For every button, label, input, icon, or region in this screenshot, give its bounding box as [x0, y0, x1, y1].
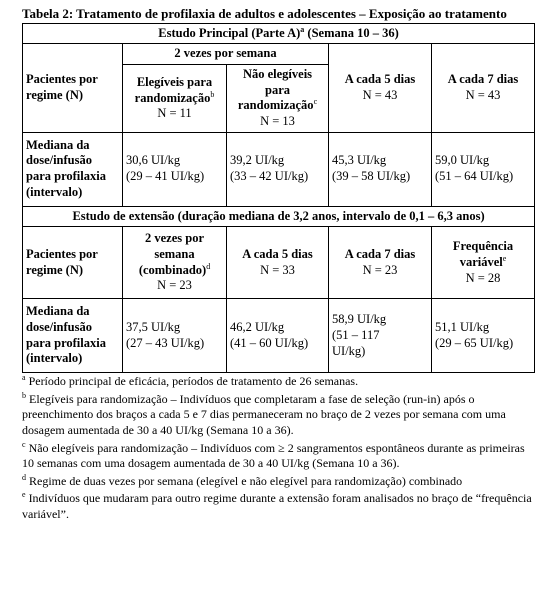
extension-study-header-row: [23, 206, 535, 227]
ext-col1-header: 2 vezes por semana (combinado)$^d$ N = 23: [123, 227, 227, 299]
ext-row-label-patients: Pacientes por regime (N): [23, 227, 123, 299]
ext-dose-cell: 46,2 UI/kg (41 – 60 UI/kg): [227, 299, 329, 373]
ext-row-label-dose: Mediana da dose/infusão para profilaxia (intervalo): [23, 299, 123, 373]
extension-study-header: Estudo de extensão (duração mediana de 3,2 anos, intervalo de 0,1 – 6,3 anos): [23, 206, 535, 227]
table-title: Tabela 2: Tratamento de profilaxia de adultos e adolescentes – Exposição ao tratamento: [22, 6, 507, 21]
extension-dose-row: [23, 299, 535, 373]
extension-col-header-row: [23, 227, 535, 299]
main-col2-header: Não elegíveis para randomização$^c$ N = 13: [227, 65, 329, 133]
main-dose-cell: 59,0 UI/kg (51 – 64 UI/kg): [432, 132, 535, 206]
ext-col2-header: A cada 5 dias N = 33: [227, 227, 329, 299]
footnote: $^d$ Regime de duas vezes por semana (elegível e não elegível para randomização) combinado: [22, 472, 463, 488]
exposure-table: [22, 23, 535, 373]
main-study-header: Estudo Principal (Parte A)$^a$ (Semana 10 – 36): [23, 23, 535, 44]
main-col3-header: A cada 5 dias N = 43: [329, 44, 432, 132]
main-dose-cell: 45,3 UI/kg (39 – 58 UI/kg): [329, 132, 432, 206]
footnotes: [22, 374, 534, 522]
ext-col3-header: A cada 7 dias N = 23: [329, 227, 432, 299]
row-label-patients: Pacientes por regime (N): [23, 44, 123, 132]
main-dose-cell: 39,2 UI/kg (33 – 42 UI/kg): [227, 132, 329, 206]
footnote: $^c$ Não elegíveis para randomização – Indivíduos com ≥ 2 sangramentos espontâneos durante as primeiras 10 semanas com uma dosagem aumentada de 30 a 40 UI/kg (Semana 10 a 36).: [22, 439, 525, 471]
footnote: $^e$ Indivíduos que mudaram para outro regime durante a extensão foram analisados no braço de “frequência variável”.: [22, 490, 532, 521]
main-study-subheader-row: [23, 44, 535, 65]
footnote: $^a$ Período principal de eficácia, períodos de tratamento de 26 semanas.: [22, 373, 359, 389]
main-study-header-row: [23, 23, 535, 44]
main-study-dose-row: [23, 132, 535, 206]
twice-weekly-header: 2 vezes por semana: [123, 44, 329, 65]
main-col1-header: Elegíveis para randomização$^b$ N = 11: [123, 65, 227, 133]
footnote: $^b$ Elegíveis para randomização – Indivíduos que completaram a fase de seleção (run-in) após o preenchimento dos braços a cada 5 e 7 dias permaneceram no braço de 2 vezes por semana com uma dosagem aumentada de 30 a 40 UI/kg (Semana 10 a 36).: [22, 390, 506, 438]
ext-col4-header: Frequência variável$^e$ N = 28: [432, 227, 535, 299]
ext-dose-cell: 58,9 UI/kg (51 – 117 UI/kg): [329, 299, 432, 373]
ext-dose-cell: 51,1 UI/kg (29 – 65 UI/kg): [432, 299, 535, 373]
main-col4-header: A cada 7 dias N = 43: [432, 44, 535, 132]
row-label-dose: Mediana da dose/infusão para profilaxia (intervalo): [23, 132, 123, 206]
main-dose-cell: 30,6 UI/kg (29 – 41 UI/kg): [123, 132, 227, 206]
ext-dose-cell: 37,5 UI/kg (27 – 43 UI/kg): [123, 299, 227, 373]
